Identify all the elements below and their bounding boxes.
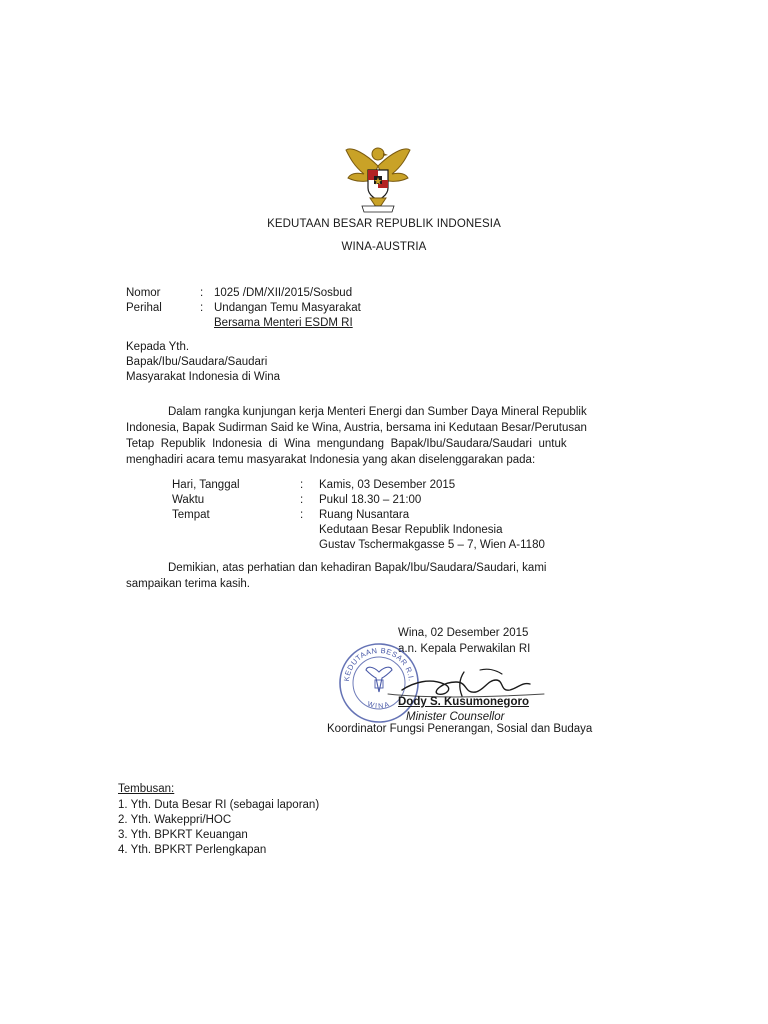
recipient-line-3: Masyarakat Indonesia di Wina bbox=[126, 371, 281, 383]
cc-item: 1. Yth. Duta Besar RI (sebagai laporan) bbox=[118, 799, 320, 811]
perihal-label: Perihal bbox=[126, 302, 162, 314]
nomor-label: Nomor bbox=[126, 287, 161, 299]
embassy-name: KEDUTAAN BESAR REPUBLIK INDONESIA bbox=[267, 218, 501, 230]
on-behalf: a.n. Kepala Perwakilan RI bbox=[398, 643, 531, 655]
time-label: Waktu bbox=[172, 494, 205, 506]
cc-heading: Tembusan: bbox=[118, 783, 175, 795]
paragraph2-line-2: sampaikan terima kasih. bbox=[126, 578, 250, 590]
day-label: Hari, Tanggal bbox=[172, 479, 240, 491]
recipient-line-2: Bapak/Ibu/Saudara/Saudari bbox=[126, 356, 268, 368]
perihal-value-2: Bersama Menteri ESDM RI bbox=[214, 317, 353, 329]
paragraph1-line-4: menghadiri acara temu masyarakat Indonesia yang akan diselenggarakan pada: bbox=[126, 454, 536, 466]
paragraph2-line-1: Demikian, atas perhatian dan kehadiran Bapak/Ibu/Saudara/Saudari, kami bbox=[168, 562, 547, 574]
stamp-text-bottom: WINA bbox=[366, 700, 392, 711]
day-colon: : bbox=[300, 479, 304, 491]
signer-function: Koordinator Fungsi Penerangan, Sosial dan Budaya bbox=[327, 723, 593, 735]
place-value-2: Kedutaan Besar Republik Indonesia bbox=[319, 524, 503, 536]
nomor-colon: : bbox=[200, 287, 204, 299]
signer-title: Minister Counsellor bbox=[406, 711, 505, 723]
paragraph1-line-2: Indonesia, Bapak Sudirman Said ke Wina, Austria, bersama ini Kedutaan Besar/Perutusan bbox=[126, 422, 587, 434]
place-colon: : bbox=[300, 509, 304, 521]
time-colon: : bbox=[300, 494, 304, 506]
place-value-1: Ruang Nusantara bbox=[319, 509, 410, 521]
cc-item: 4. Yth. BPKRT Perlengkapan bbox=[118, 844, 267, 856]
embassy-location: WINA-AUSTRIA bbox=[341, 241, 427, 253]
perihal-colon: : bbox=[200, 302, 204, 314]
stamp-text-top: KEDUTAAN BESAR R.I. bbox=[341, 645, 416, 682]
place-label: Tempat bbox=[172, 509, 210, 521]
signer-name: Dody S. Kusumonegoro bbox=[398, 696, 529, 708]
time-value: Pukul 18.30 – 21:00 bbox=[319, 494, 422, 506]
place-value-3: Gustav Tschermakgasse 5 – 7, Wien A-1180 bbox=[319, 539, 545, 551]
day-value: Kamis, 03 Desember 2015 bbox=[319, 479, 456, 491]
place-date: Wina, 02 Desember 2015 bbox=[398, 627, 529, 639]
cc-item: 2. Yth. Wakeppri/HOC bbox=[118, 814, 232, 826]
recipient-line-1: Kepada Yth. bbox=[126, 341, 190, 353]
garuda-emblem-icon bbox=[336, 136, 420, 220]
paragraph1-line-1: Dalam rangka kunjungan kerja Menteri Energi dan Sumber Daya Mineral Republik bbox=[168, 406, 587, 418]
perihal-value-1: Undangan Temu Masyarakat bbox=[214, 302, 361, 314]
paragraph1-line-3: Tetap Republik Indonesia di Wina mengundang Bapak/Ibu/Saudara/Saudari untuk bbox=[126, 438, 567, 450]
cc-item: 3. Yth. BPKRT Keuangan bbox=[118, 829, 248, 841]
nomor-value: 1025 /DM/XII/2015/Sosbud bbox=[214, 287, 353, 299]
